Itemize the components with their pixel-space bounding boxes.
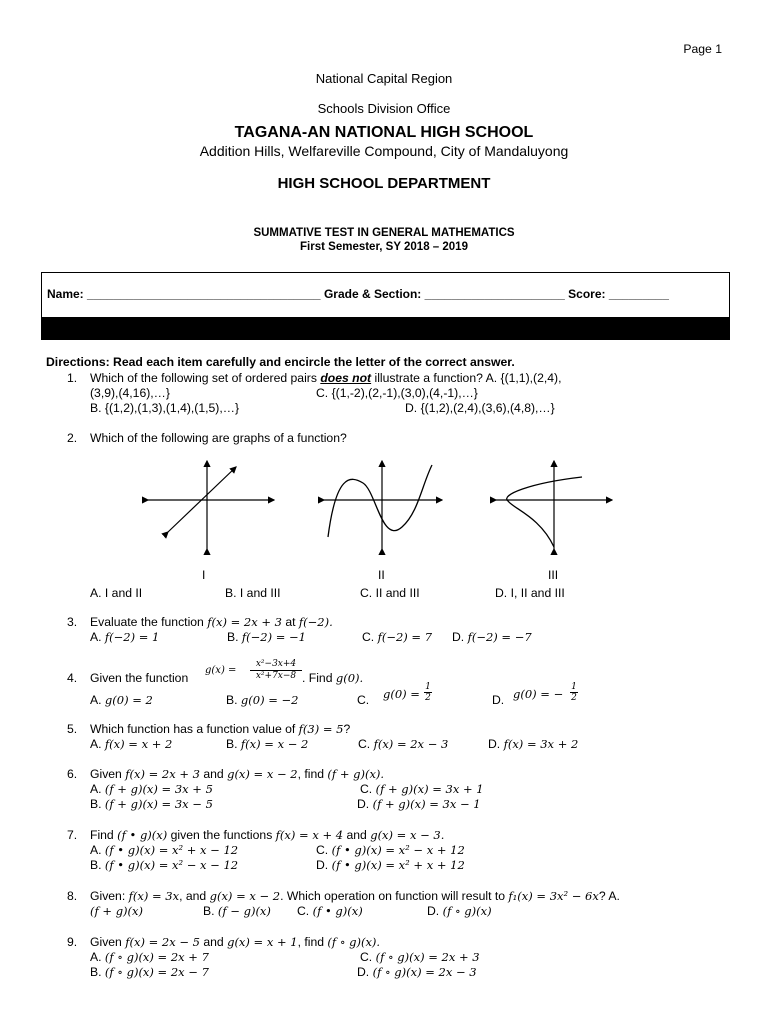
q9-option-d[interactable]: D. (f ∘ g)(x) = 2x − 3	[357, 965, 477, 979]
q4-option-c-numerator: 1	[425, 682, 431, 692]
q5-number: 5.	[67, 722, 78, 736]
q4-option-a[interactable]: A. g(0) = 2	[90, 693, 153, 707]
directions: Directions: Read each item carefully and encircle the letter of the correct answer.	[46, 355, 515, 369]
q5-stem: Which function has a function value of f(3) = 5?	[90, 722, 351, 736]
graph-ii-curve	[328, 465, 432, 537]
test-title: SUMMATIVE TEST IN GENERAL MATHEMATICS	[253, 227, 515, 239]
region-heading: National Capital Region	[315, 71, 453, 86]
q4-option-d-label[interactable]: D.	[492, 693, 505, 707]
q8-stem: Given: f(x) = 3x, and g(x) = x − 2. Which operation on function will result to f₁(x) = 3x² − 6x? A.	[90, 889, 620, 903]
q3-number: 3.	[67, 615, 78, 629]
q2-option-d[interactable]: D. I, II and III	[495, 586, 565, 600]
q1-option-c[interactable]: C. {(1,-2),(2,-1),(3,0),(4,-1),…}	[316, 386, 478, 400]
q5-option-c[interactable]: C. f(x) = 2x − 3	[358, 737, 449, 751]
q4-option-d[interactable]: g(0) = −	[513, 687, 564, 701]
q6-option-a[interactable]: A. (f + g)(x) = 3x + 5	[90, 782, 213, 796]
graph-iii-curve	[507, 477, 582, 547]
graph-iii	[490, 455, 618, 555]
q1-option-a-cont: (3,9),(4,16),…}	[90, 386, 170, 400]
q2-stem: Which of the following are graphs of a function?	[90, 431, 347, 445]
q7-option-b[interactable]: B. (f • g)(x) = x² − x − 12	[90, 858, 239, 872]
q4-option-c-denominator: 2	[425, 693, 431, 703]
q4-option-c-label[interactable]: C.	[357, 693, 370, 707]
q4-stem-pre: Given the function	[90, 671, 189, 685]
graph-i	[140, 455, 280, 555]
q8-option-d[interactable]: D. (f ∘ g)(x)	[427, 904, 492, 918]
q4-gx: g(x) =	[205, 665, 237, 676]
q4-denominator: x²+7x−8	[255, 671, 297, 681]
q5-option-a[interactable]: A. f(x) = x + 2	[90, 737, 173, 751]
q1-option-d[interactable]: D. {(1,2),(2,4),(3,6),(4,8),…}	[405, 401, 555, 415]
q9-stem: Given f(x) = 2x − 5 and g(x) = x + 1, find (f ∘ g)(x).	[90, 935, 381, 949]
q4-option-c[interactable]: g(0) =	[383, 687, 420, 701]
score-field[interactable]: Score: _________	[568, 287, 669, 301]
graph-label-ii: II	[378, 568, 385, 582]
department-heading: HIGH SCHOOL DEPARTMENT	[277, 175, 491, 192]
grade-section-field[interactable]: Grade & Section: _____________________	[323, 287, 565, 301]
graph-label-i: I	[202, 568, 206, 582]
student-info-box	[41, 272, 730, 340]
q3-option-a[interactable]: A. f(−2) = 1	[90, 630, 160, 644]
q6-stem: Given f(x) = 2x + 3 and g(x) = x − 2, find (f + g)(x).	[90, 767, 385, 781]
name-field[interactable]: Name: ___________________________________	[47, 287, 321, 301]
q1-emphasis: does not	[320, 371, 372, 385]
q9-option-b[interactable]: B. (f ∘ g)(x) = 2x − 7	[90, 965, 209, 979]
q6-number: 6.	[67, 767, 78, 781]
q3-option-c[interactable]: C. f(−2) = 7	[362, 630, 433, 644]
black-bar	[42, 317, 729, 339]
q4-option-d-denominator: 2	[571, 693, 577, 703]
q7-option-c[interactable]: C. (f • g)(x) = x² − x + 12	[316, 843, 465, 857]
q4-number: 4.	[67, 671, 78, 685]
q3-option-d[interactable]: D. f(−2) = −7	[452, 630, 532, 644]
q4-option-d-numerator: 1	[571, 682, 577, 692]
q6-option-d[interactable]: D. (f + g)(x) = 3x − 1	[357, 797, 481, 811]
q1-number: 1.	[67, 371, 78, 385]
page-number: Page 1	[683, 42, 722, 56]
q4-option-b[interactable]: B. g(0) = −2	[226, 693, 299, 707]
q7-option-a[interactable]: A. (f • g)(x) = x² + x − 12	[90, 843, 239, 857]
q8-option-a[interactable]: (f + g)(x)	[90, 904, 143, 918]
q9-option-a[interactable]: A. (f ∘ g)(x) = 2x + 7	[90, 950, 209, 964]
q8-option-c[interactable]: C. (f • g)(x)	[297, 904, 363, 918]
graph-label-iii: III	[548, 568, 559, 582]
q9-number: 9.	[67, 935, 78, 949]
q2-option-c[interactable]: C. II and III	[360, 586, 420, 600]
q7-option-d[interactable]: D. (f • g)(x) = x² + x + 12	[316, 858, 465, 872]
school-address: Addition Hills, Welfareville Compound, City of Mandaluyong	[199, 143, 569, 159]
office-heading: Schools Division Office	[317, 101, 451, 116]
q4-numerator: x²−3x+4	[250, 659, 302, 671]
semester-line: First Semester, SY 2018 – 2019	[300, 241, 468, 253]
q6-option-c[interactable]: C. (f + g)(x) = 3x + 1	[360, 782, 484, 796]
q2-option-b[interactable]: B. I and III	[225, 586, 281, 600]
q2-option-a[interactable]: A. I and II	[90, 586, 143, 600]
q8-option-b[interactable]: B. (f − g)(x)	[203, 904, 271, 918]
q1-stem: Which of the following set of ordered pairs does not illustrate a function? A. {(1,1),(2,4),	[90, 371, 562, 385]
q7-number: 7.	[67, 828, 78, 842]
graph-ii	[318, 455, 446, 555]
school-name: TAGANA-AN NATIONAL HIGH SCHOOL	[234, 124, 534, 141]
q7-stem: Find (f • g)(x) given the functions f(x) = x + 4 and g(x) = x − 3.	[90, 828, 445, 842]
q1-option-b[interactable]: B. {(1,2),(1,3),(1,4),(1,5),…}	[90, 401, 240, 415]
q5-option-b[interactable]: B. f(x) = x − 2	[226, 737, 309, 751]
q8-number: 8.	[67, 889, 78, 903]
q6-option-b[interactable]: B. (f + g)(x) = 3x − 5	[90, 797, 213, 811]
q5-option-d[interactable]: D. f(x) = 3x + 2	[488, 737, 579, 751]
q2-number: 2.	[67, 431, 78, 445]
q9-option-c[interactable]: C. (f ∘ g)(x) = 2x + 3	[360, 950, 480, 964]
q3-stem: Evaluate the function f(x) = 2x + 3 at f(−2).	[90, 615, 333, 629]
student-info-line	[47, 287, 669, 301]
q3-option-b[interactable]: B. f(−2) = −1	[227, 630, 306, 644]
q4-stem-post: . Find g(0).	[302, 671, 364, 685]
